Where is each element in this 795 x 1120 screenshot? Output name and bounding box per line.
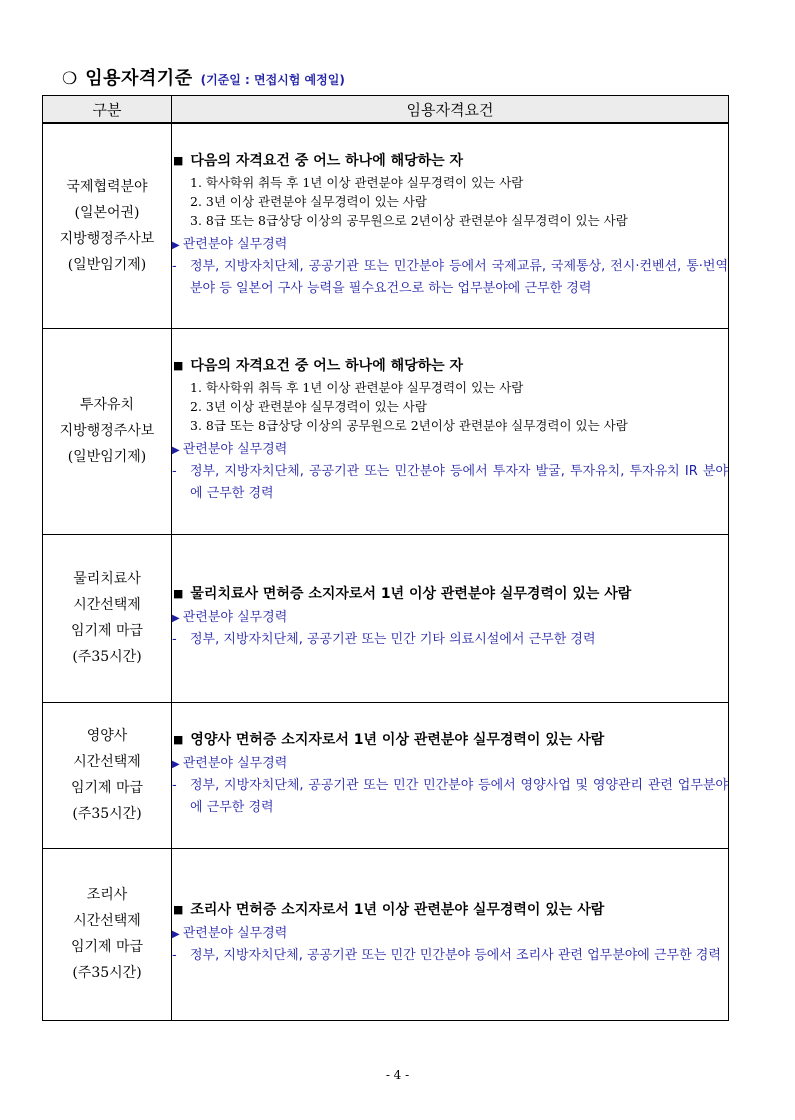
- experience-item: [172, 775, 728, 819]
- dash-bullet-icon: -: [172, 464, 177, 479]
- table-body: [43, 123, 729, 1020]
- category-line: 시간선택제: [73, 754, 141, 770]
- triangle-bullet-icon: ▶: [172, 613, 180, 624]
- experience-label: [172, 754, 728, 775]
- experience-label: [172, 235, 728, 256]
- experience-item: [172, 256, 728, 300]
- dash-bullet-icon: -: [172, 778, 177, 793]
- category-line: 임기제 마급: [70, 939, 144, 955]
- dash-bullet-icon: -: [172, 632, 177, 647]
- row-category: [43, 702, 172, 848]
- main-requirement: [172, 585, 728, 603]
- row-category: [43, 534, 172, 702]
- experience-label: [172, 608, 728, 629]
- category-line: (주35시간): [72, 806, 142, 822]
- triangle-bullet-icon: ▶: [172, 759, 180, 770]
- main-requirement: [172, 357, 728, 375]
- circle-bullet-icon: ❍: [62, 69, 78, 89]
- main-requirement: [172, 901, 728, 919]
- table-header-row: [43, 96, 729, 124]
- category-line: 임기제 마급: [70, 623, 144, 639]
- row-requirements: [172, 534, 729, 702]
- square-bullet-icon: ■: [173, 153, 184, 167]
- experience-label-text: 관련분야 실무경력: [182, 442, 288, 457]
- category-line: (주35시간): [72, 965, 142, 981]
- table-row: [43, 702, 729, 848]
- experience-item-text: 정부, 지방자치단체, 공공기관 또는 민간 기타 의료시설에서 근무한 경력: [190, 632, 596, 647]
- qualification-table: [42, 95, 729, 1021]
- main-requirement: [172, 152, 728, 170]
- table-row: [43, 848, 729, 1020]
- experience-label: [172, 440, 728, 461]
- category-line: 지방행정주사보: [59, 230, 155, 247]
- category-line: 조리사: [86, 887, 128, 903]
- main-requirement-text: 다음의 자격요건 중 어느 하나에 해당하는 자: [190, 152, 464, 169]
- main-requirement: [172, 731, 728, 749]
- experience-label-text: 관련분야 실무경력: [182, 610, 288, 625]
- experience-item: [172, 629, 728, 651]
- triangle-bullet-icon: ▶: [172, 445, 180, 456]
- page-number: - 4 -: [385, 1068, 410, 1082]
- row-category: [43, 328, 172, 534]
- main-requirement-text: 다음의 자격요건 중 어느 하나에 해당하는 자: [190, 358, 464, 374]
- section-basis-note: (기준일 : 면접시험 예정일): [200, 73, 345, 87]
- experience-label-text: 관련분야 실무경력: [182, 756, 288, 771]
- category-line: (일반임기제): [67, 256, 147, 273]
- experience-item-text: 정부, 지방자치단체, 공공기관 또는 민간분야 등에서 투자자 발굴, 투자유치, 투자유치 IR 분야에 근무한 경력: [190, 464, 728, 501]
- row-requirements: [172, 123, 729, 328]
- experience-item: [172, 461, 728, 505]
- main-requirement-text: 조리사 면허증 소지자로서 1년 이상 관련분야 실무경력이 있는 사람: [190, 902, 605, 918]
- category-line: (일본어권): [74, 204, 140, 221]
- dash-bullet-icon: -: [172, 948, 177, 963]
- row-category: [43, 123, 172, 328]
- header-category: 구분: [43, 96, 172, 124]
- experience-label: [172, 924, 728, 945]
- experience-item: [172, 945, 728, 967]
- triangle-bullet-icon: ▶: [172, 929, 180, 940]
- row-requirements: [172, 848, 729, 1020]
- sub-requirement: 3. 8급 또는 8급상당 이상의 공무원으로 2년이상 관련분야 실무경력이 있는 사람: [190, 212, 628, 228]
- experience-item-text: 정부, 지방자치단체, 공공기관 또는 민간분야 등에서 국제교류, 국제통상, 전시·컨벤션, 통·번역 분야 등 일본어 구사 능력을 필수요건으로 하는 업무분야에 근무한 경력: [190, 258, 728, 296]
- experience-label-text: 관련분야 실무경력: [182, 236, 288, 252]
- experience-item-text: 정부, 지방자치단체, 공공기관 또는 민간 민간분야 등에서 영양사업 및 영양관리 관련 업무분야에 근무한 경력: [190, 778, 728, 815]
- category-line: 시간선택제: [73, 597, 141, 613]
- table-row: [43, 534, 729, 702]
- square-bullet-icon: ■: [173, 587, 184, 600]
- category-line: (주35시간): [72, 649, 142, 665]
- dash-bullet-icon: -: [172, 258, 177, 274]
- sub-requirement: 1. 학사학위 취득 후 1년 이상 관련분야 실무경력이 있는 사람: [190, 380, 524, 395]
- section-heading: [62, 64, 345, 90]
- square-bullet-icon: ■: [173, 359, 184, 372]
- sub-requirement: 2. 3년 이상 관련분야 실무경력이 있는 사람: [190, 399, 427, 414]
- row-category: [43, 848, 172, 1020]
- experience-label-text: 관련분야 실무경력: [182, 926, 288, 941]
- category-line: 투자유치: [79, 397, 135, 413]
- row-requirements: [172, 328, 729, 534]
- section-title: 임용자격기준: [85, 68, 193, 89]
- triangle-bullet-icon: ▶: [172, 239, 180, 251]
- category-line: 임기제 마급: [70, 780, 144, 796]
- row-requirements: [172, 702, 729, 848]
- experience-item-text: 정부, 지방자치단체, 공공기관 또는 민간 민간분야 등에서 조리사 관련 업무분야에 근무한 경력: [190, 948, 721, 963]
- category-line: 국제협력분야: [66, 178, 148, 195]
- category-line: 물리치료사: [73, 571, 141, 587]
- header-requirements: 임용자격요건: [172, 96, 729, 124]
- sub-requirement: 2. 3년 이상 관련분야 실무경력이 있는 사람: [190, 193, 427, 209]
- table-row: [43, 123, 729, 328]
- square-bullet-icon: ■: [173, 903, 184, 916]
- sub-requirement: 3. 8급 또는 8급상당 이상의 공무원으로 2년이상 관련분야 실무경력이 있는 사람: [190, 418, 628, 433]
- category-line: (일반임기제): [67, 449, 147, 465]
- main-requirement-text: 영양사 면허증 소지자로서 1년 이상 관련분야 실무경력이 있는 사람: [190, 732, 605, 748]
- category-line: 지방행정주사보: [59, 423, 155, 439]
- sub-requirement: 1. 학사학위 취득 후 1년 이상 관련분야 실무경력이 있는 사람: [190, 174, 524, 190]
- table-row: [43, 328, 729, 534]
- main-requirement-text: 물리치료사 면허증 소지자로서 1년 이상 관련분야 실무경력이 있는 사람: [190, 586, 632, 602]
- category-line: 시간선택제: [73, 913, 141, 929]
- square-bullet-icon: ■: [173, 733, 184, 746]
- category-line: 영양사: [86, 728, 128, 744]
